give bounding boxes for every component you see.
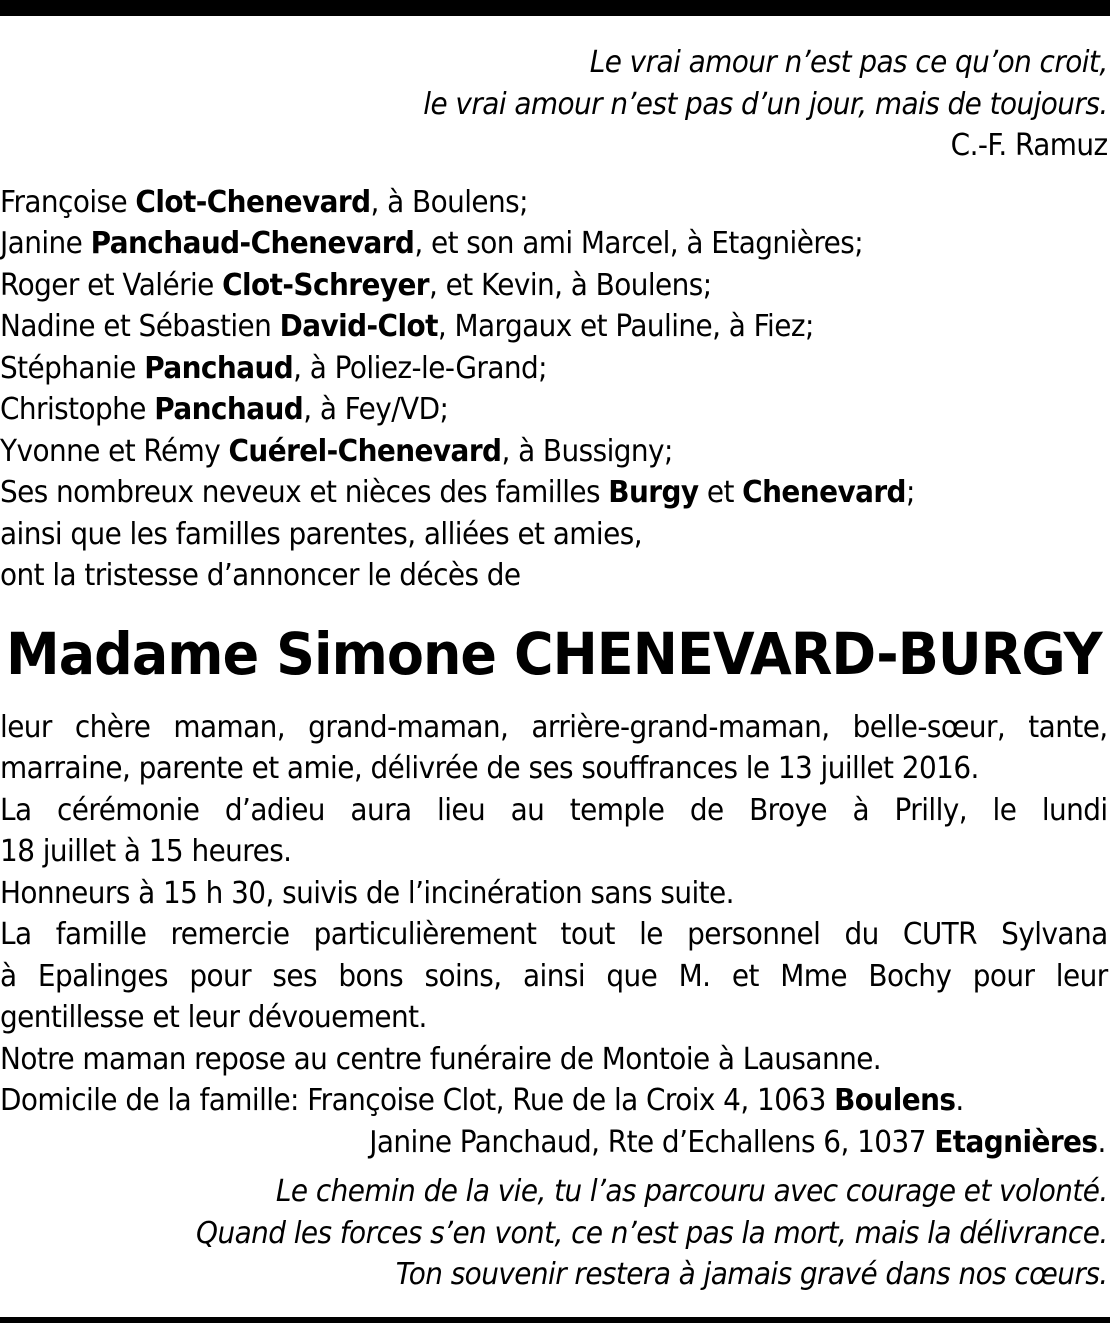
- address-text: Janine Panchaud, Rte d’Echallens 6, 1037: [369, 1124, 935, 1160]
- family-text: Christophe: [0, 392, 155, 427]
- closing-verse: [0, 1171, 1108, 1296]
- family-surname: Panchaud: [154, 392, 304, 427]
- family-line: [0, 348, 1108, 390]
- epigraph-line: le vrai amour n’est pas d’un jour, mais de toujours.: [423, 86, 1108, 122]
- family-text: , à Poliez-le-Grand;: [293, 350, 547, 386]
- family-line: [0, 265, 1108, 307]
- family-text: Yvonne et Rémy: [0, 433, 229, 469]
- family-text: Stéphanie: [0, 350, 145, 386]
- family-line: [0, 223, 1108, 265]
- family-text: ont la tristesse d’annoncer le décès de: [0, 558, 521, 593]
- bottom-border-rule: [0, 1317, 1110, 1323]
- family-surname: Cuérel-Chenevard: [228, 433, 502, 469]
- family-line: [0, 182, 1108, 224]
- body-line: Honneurs à 15 h 30, suivis de l’incinération sans suite.: [0, 875, 734, 911]
- deceased-name: Madame Simone CHENEVARD-BURGY: [5, 619, 1102, 688]
- body-line: à Epalinges pour ses bons soins, ainsi que M. et Mme Bochy pour leur: [0, 958, 1108, 994]
- family-text: ainsi que les familles parentes, alliées et amies,: [0, 516, 643, 552]
- epigraph-author: C.-F. Ramuz: [950, 128, 1108, 163]
- epigraph: [0, 42, 1108, 167]
- family-line: [0, 555, 1108, 597]
- family-line: [0, 472, 1108, 514]
- family-line: [0, 389, 1108, 431]
- family-text: et: [698, 475, 743, 510]
- closing-line: Ton souvenir restera à jamais gravé dans nos cœurs.: [395, 1257, 1108, 1292]
- epigraph-line: Le vrai amour n’est pas ce qu’on croit,: [589, 45, 1108, 80]
- family-text: Janine: [0, 226, 91, 261]
- family-text: , à Bussigny;: [501, 433, 673, 469]
- family-address-line: [0, 1122, 1108, 1164]
- obituary-notice: [0, 42, 1108, 1296]
- family-text: ;: [905, 475, 915, 510]
- body-line: Notre maman repose au centre funéraire de Montoie à Lausanne.: [0, 1041, 882, 1077]
- body-line: gentillesse et leur dévouement.: [0, 1000, 427, 1035]
- family-surname: Clot-Schreyer: [222, 267, 430, 303]
- top-border-rule: [0, 0, 1110, 16]
- family-address-line: [0, 1080, 1108, 1122]
- notice-body: [0, 707, 1108, 1164]
- family-text: Françoise: [0, 184, 136, 220]
- closing-line: Quand les forces s’en vont, ce n’est pas la mort, mais la délivrance.: [196, 1215, 1108, 1251]
- address-town: Boulens: [834, 1083, 956, 1118]
- family-list: [0, 182, 1108, 597]
- body-line: marraine, parente et amie, délivrée de ses souffrances le 13 juillet 2016.: [0, 751, 979, 786]
- closing-line: Le chemin de la vie, tu l’as parcouru avec courage et volonté.: [275, 1174, 1108, 1209]
- address-text: .: [955, 1083, 964, 1118]
- family-surname: Panchaud-Chenevard: [90, 226, 415, 261]
- family-text: , à Boulens;: [370, 184, 528, 220]
- address-text: .: [1097, 1124, 1106, 1160]
- family-surname: Chenevard: [742, 475, 906, 510]
- family-text: , à Fey/VD;: [303, 392, 449, 427]
- family-surname: Panchaud: [144, 350, 294, 386]
- family-line: [0, 514, 1108, 556]
- address-town: Etagnières: [934, 1124, 1098, 1160]
- family-line: [0, 431, 1108, 473]
- body-line: La famille remercie particulièrement tout le personnel du CUTR Sylvana: [0, 917, 1108, 952]
- family-text: Ses nombreux neveux et nièces des familles: [0, 475, 609, 510]
- family-text: , et Kevin, à Boulens;: [429, 267, 712, 303]
- family-surname: Clot-Chenevard: [135, 184, 371, 220]
- address-text: Domicile de la famille: Françoise Clot, Rue de la Croix 4, 1063: [0, 1083, 835, 1118]
- body-line: La cérémonie d’adieu aura lieu au temple de Broye à Prilly, le lundi: [0, 792, 1108, 828]
- body-line: 18 juillet à 15 heures.: [0, 834, 292, 869]
- family-text: Nadine et Sébastien: [0, 309, 280, 344]
- family-text: , Margaux et Pauline, à Fiez;: [437, 309, 814, 344]
- family-line: [0, 306, 1108, 348]
- family-surname: David-Clot: [279, 309, 438, 344]
- body-line: leur chère maman, grand-maman, arrière-grand-maman, belle-sœur, tante,: [0, 709, 1108, 745]
- family-text: Roger et Valérie: [0, 267, 223, 303]
- family-text: , et son ami Marcel, à Etagnières;: [414, 226, 864, 261]
- family-surname: Burgy: [608, 475, 699, 510]
